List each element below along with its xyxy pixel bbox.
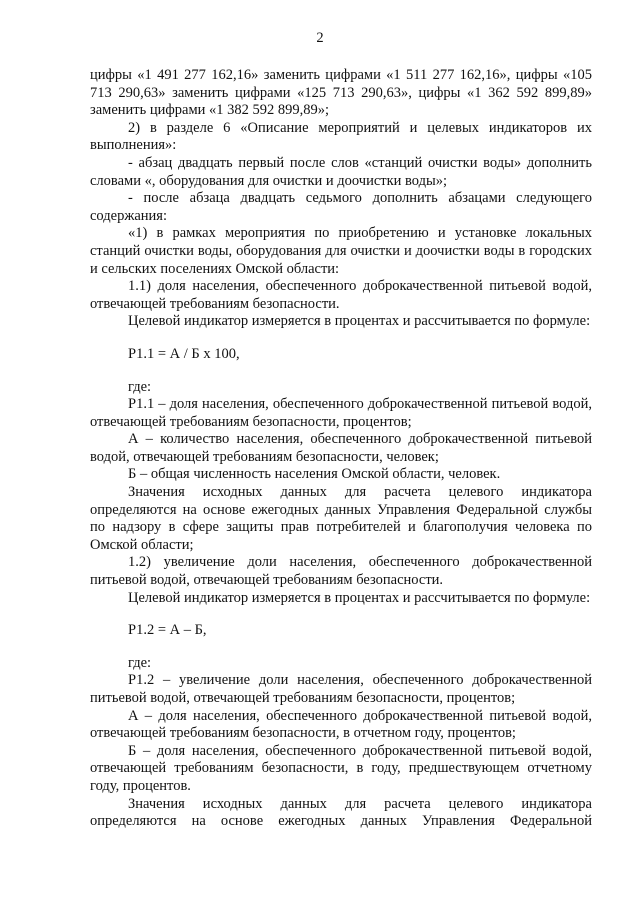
definition-b-1: Б – общая численность населения Омской области, человек. [128, 466, 501, 483]
definition-a-2: А – доля населения, обеспеченного доброкачественной питьевой водой, отвечающей требованиям безопасности, в отчетном году, процентов; [90, 707, 592, 742]
paragraph-indicator-1-1: 1.1) доля населения, обеспеченного доброкачественной питьевой водой, отвечающей требованиям безопасности. [90, 278, 592, 312]
spacer [90, 640, 592, 655]
paragraph-item-27: - после абзаца двадцать седьмого дополнить абзацами следующего содержания: [90, 190, 592, 224]
formula-p1-1: Р1.1 = А / Б х 100, [128, 345, 240, 362]
spacer [90, 607, 592, 622]
definition-a-1: А – количество населения, обеспеченного доброкачественной питьевой водой, отвечающей требованиям безопасности, человек; [90, 431, 592, 465]
paragraph-item-21: - абзац двадцать первый после слов «станций очистки воды» дополнить словами «, оборудования для очистки и доочистки воды»; [90, 154, 592, 189]
paragraph-indicator-1-2: 1.2) увеличение доли населения, обеспеченного доброкачественной питьевой водой, отвечающей требованиям безопасности. [90, 554, 592, 589]
definition-b-2: Б – доля населения, обеспеченного доброкачественной питьевой водой, отвечающей требованиям безопасности, в году, предшествующем отчетному году, процентов. [90, 742, 592, 794]
paragraph-measure-1: «1) в рамках мероприятия по приобретению и установке локальных станций очистки воды, оборудования для очистки и доочистки воды в городских и сельских поселениях Омской области: [90, 225, 592, 277]
paragraph-indicator-measure-2: Целевой индикатор измеряется в процентах и рассчитывается по формуле: [128, 589, 591, 606]
where-label-2: где: [128, 654, 152, 671]
paragraph-section-6: 2) в разделе 6 «Описание мероприятий и целевых индикаторов их выполнения»: [90, 119, 592, 154]
formula-p1-2: Р1.2 = А – Б, [128, 622, 207, 639]
page-number: 2 [316, 30, 324, 46]
where-label-1: где: [128, 378, 152, 395]
paragraph-source-data-2: Значения исходных данных для расчета целевого индикатора определяются на основе ежегодных данных Управления Федеральной [90, 795, 592, 830]
definition-p1-2: Р1.2 – увеличение доли населения, обеспеченного доброкачественной питьевой водой, отвечающей требованиям безопасности, процентов; [90, 672, 592, 706]
spacer [90, 364, 592, 379]
paragraph-source-data-1: Значения исходных данных для расчета целевого индикатора определяются на основе ежегодных данных Управления Федеральной службы по надзору в сфере защиты прав потребителей и благополучия человека по Омской области; [90, 484, 592, 553]
spacer [90, 331, 592, 346]
paragraph-digits-replacement: цифры «1 491 277 162,16» заменить цифрами «1 511 277 162,16», цифры «105 713 290,63» заменить цифрами «125 713 290,63», цифры «1 362 592 899,89» заменить цифрами «1 382 592 899,89»; [90, 67, 592, 119]
paragraph-indicator-measure-1: Целевой индикатор измеряется в процентах и рассчитывается по формуле: [128, 313, 591, 330]
document-body [90, 67, 592, 831]
definition-p1-1: Р1.1 – доля населения, обеспеченного доброкачественной питьевой водой, отвечающей требованиям безопасности, процентов; [90, 396, 592, 430]
